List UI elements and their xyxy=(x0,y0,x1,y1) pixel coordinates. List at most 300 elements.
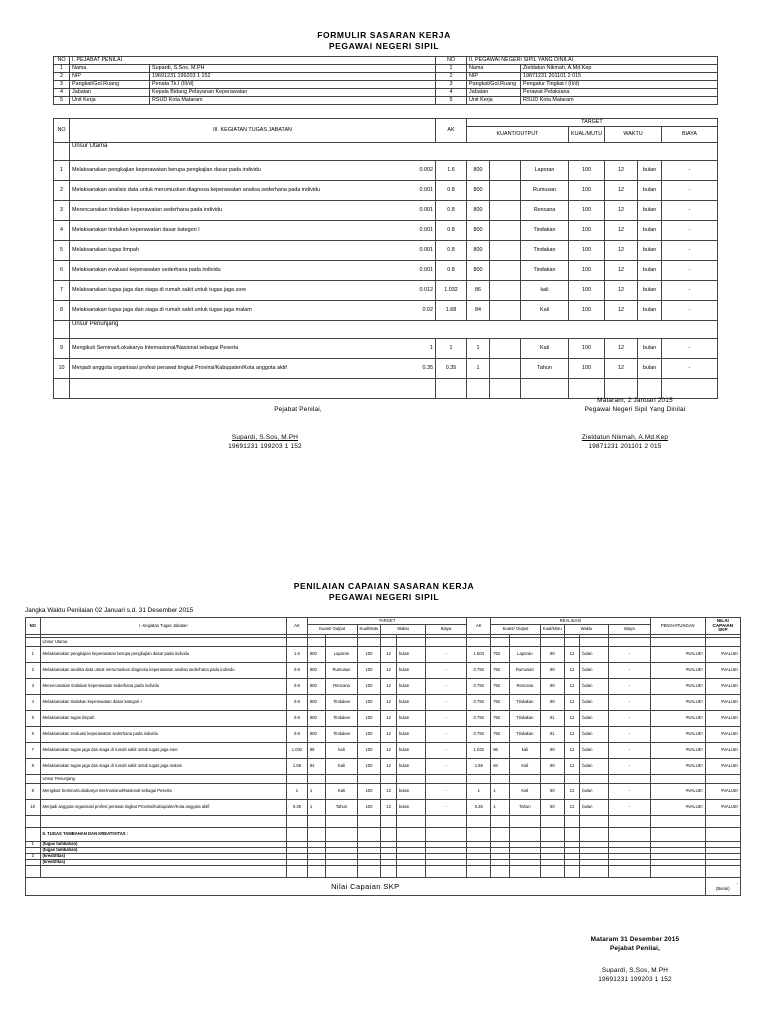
field-label: Jabatan xyxy=(70,89,150,97)
unit: Tindakan xyxy=(521,221,569,241)
table-row xyxy=(54,339,718,359)
empty-cell xyxy=(564,828,580,842)
biaya: - xyxy=(662,241,718,261)
empty-cell xyxy=(490,281,521,301)
penghitungan: #VALUE! xyxy=(650,759,705,775)
realisasi-biaya: - xyxy=(609,800,650,816)
target-waktu-unit: bulan xyxy=(396,711,425,727)
field-label: NIP xyxy=(70,73,150,81)
empty-cell xyxy=(436,379,467,399)
row-number: 6 xyxy=(26,727,41,743)
target-unit: Kali xyxy=(326,759,357,775)
field-value: Supardi, S.Sos, M.PH xyxy=(150,65,436,73)
kegiatan-text: Melaksanakan tindakan keperawatan dasar kategori I xyxy=(40,695,287,711)
empty-cell xyxy=(357,775,381,784)
unit: Kali xyxy=(521,339,569,359)
empty-cell xyxy=(396,866,425,878)
empty-cell xyxy=(357,816,381,828)
kegiatan-text: Melaksanakan tugas jaga dan siaga di rumah sakit untuk tugas jaga malam xyxy=(72,306,252,313)
row-number: 1 xyxy=(26,647,41,663)
table-row xyxy=(54,97,718,105)
angka-kredit: 0.002 xyxy=(419,166,433,173)
ak-value: 1.6 xyxy=(436,161,467,181)
empty-cell xyxy=(509,816,540,828)
quantity: 86 xyxy=(467,281,490,301)
realisasi-waktu-unit: bulan xyxy=(580,727,609,743)
biaya: - xyxy=(662,281,718,301)
target-unit: kali xyxy=(326,743,357,759)
header-kual-mutu: Kual/Mutu xyxy=(357,625,381,635)
table-row xyxy=(54,301,718,321)
empty-cell xyxy=(26,638,41,647)
unit: Kali xyxy=(521,301,569,321)
sign2-title: Pejabat Penilai, xyxy=(609,945,661,952)
biaya: - xyxy=(662,359,718,379)
empty-cell xyxy=(705,866,740,878)
section-unsur-penunjang: Unsur Penunjang xyxy=(40,775,287,784)
target-waktu-unit: bulan xyxy=(396,663,425,679)
empty-cell xyxy=(287,816,308,828)
penghitungan: #VALUE! xyxy=(650,743,705,759)
realisasi-waktu: 12 xyxy=(564,727,580,743)
nilai-capaian-note: (Baruk) xyxy=(715,885,730,891)
empty-cell xyxy=(540,816,564,828)
empty-cell xyxy=(26,828,41,842)
header-kuant-output: KUANT/OUTPUT xyxy=(467,127,569,143)
realisasi-waktu-unit: bulan xyxy=(580,784,609,800)
waktu-unit: bulan xyxy=(638,201,662,221)
sign-right-title: Pegawai Negeri Sipil Yang Dinilai xyxy=(584,406,686,413)
empty-cell xyxy=(609,828,650,842)
target-biaya: - xyxy=(425,711,466,727)
section-unsur-penunjang: Unsur Penunjang xyxy=(70,321,718,339)
kegiatan-cell xyxy=(70,281,436,301)
waktu-unit: bulan xyxy=(638,241,662,261)
row-number: 8 xyxy=(26,759,41,775)
empty-cell xyxy=(490,241,521,261)
empty-cell xyxy=(307,816,326,828)
empty-cell xyxy=(307,775,326,784)
realisasi-biaya: - xyxy=(609,695,650,711)
target-waktu-unit: bulan xyxy=(396,784,425,800)
realisasi-waktu: 12 xyxy=(564,663,580,679)
empty-cell xyxy=(467,828,491,842)
target-waktu: 12 xyxy=(381,663,397,679)
header-biaya: BIAYA xyxy=(662,127,718,143)
row-number: 1 xyxy=(54,161,70,181)
ak-target: 0.8 xyxy=(287,711,308,727)
kegiatan-text: Melaksanakan analisa data untuk merumuskan diagnosa keperawatan analisa sederhana pada individu xyxy=(40,663,287,679)
row-number: 10 xyxy=(54,359,70,379)
kegiatan-cell xyxy=(70,359,436,379)
empty-cell xyxy=(425,638,466,647)
realisasi-waktu-unit: bulan xyxy=(580,663,609,679)
realisasi-quantity: 792 xyxy=(491,695,510,711)
waktu: 12 xyxy=(605,359,638,379)
kegiatan-text: Merencanakan tindakan keperawatan sederhana pada individu xyxy=(40,679,287,695)
realisasi-mutu: 81 xyxy=(540,711,564,727)
target-waktu: 12 xyxy=(381,743,397,759)
realisasi-mutu: 80 xyxy=(540,695,564,711)
biaya: - xyxy=(662,201,718,221)
angka-kredit: 0.001 xyxy=(419,266,433,273)
penghitungan: #VALUE! xyxy=(650,679,705,695)
table-row xyxy=(54,65,718,73)
table-row xyxy=(26,727,741,743)
empty-cell xyxy=(381,866,397,878)
target-mutu: 100 xyxy=(357,743,381,759)
extra-label: (kreatifitas) xyxy=(40,860,287,866)
target-waktu: 12 xyxy=(381,784,397,800)
form1-identity-table xyxy=(53,56,718,105)
realisasi-quantity: 792 xyxy=(491,711,510,727)
ak-realisasi: 1.68 xyxy=(467,759,491,775)
angka-kredit: 0.35 xyxy=(422,364,433,371)
header-penghitungan: PENGHITUNGAN xyxy=(650,618,705,635)
empty-cell xyxy=(491,816,510,828)
empty-cell xyxy=(490,201,521,221)
waktu-unit: bulan xyxy=(638,339,662,359)
realisasi-unit: kali xyxy=(509,743,540,759)
ak-target: 1 xyxy=(287,784,308,800)
realisasi-quantity: 792 xyxy=(491,679,510,695)
target-quantity: 800 xyxy=(307,711,326,727)
target-mutu: 100 xyxy=(357,695,381,711)
empty-cell xyxy=(580,828,609,842)
field-value: Zieldatun Nikmah, A.Md.Kep xyxy=(521,65,718,73)
mutu: 100 xyxy=(569,241,605,261)
realisasi-mutu: 80 xyxy=(540,663,564,679)
angka-kredit: 0.001 xyxy=(419,206,433,213)
empty-cell xyxy=(396,638,425,647)
empty-cell xyxy=(521,379,569,399)
empty-cell xyxy=(396,775,425,784)
target-waktu: 12 xyxy=(381,695,397,711)
sign-left-nip: 19691231 199203 1 152 xyxy=(228,443,302,450)
nilai-capaian: #VALUE! xyxy=(705,663,740,679)
header-no: NO xyxy=(26,618,41,635)
realisasi-mutu: 80 xyxy=(540,647,564,663)
kegiatan-text: Melaksanakan tugas jaga dan siaga di rumah sakit untuk tugas jaga sore xyxy=(72,286,247,293)
ak-realisasi: 1.504 xyxy=(467,647,491,663)
nilai-capaian-value: - xyxy=(736,881,738,887)
empty-cell xyxy=(26,775,41,784)
realisasi-waktu: 12 xyxy=(564,679,580,695)
ak-target: 0.8 xyxy=(287,663,308,679)
ak-realisasi: 0.792 xyxy=(467,727,491,743)
empty-cell xyxy=(490,379,521,399)
realisasi-unit: Tindakan xyxy=(509,695,540,711)
kegiatan-text: Melaksanakan evaluasi keperawatan sederhana pada individu xyxy=(72,266,221,273)
biaya: - xyxy=(662,261,718,281)
form1-subtitle: PEGAWAI NEGERI SIPIL xyxy=(328,41,440,51)
empty-cell xyxy=(705,816,740,828)
field-value: RSUD Kota Mataram xyxy=(521,97,718,105)
header-biaya: Biaya xyxy=(609,625,650,635)
header-kual-mutu: KUAL/MUTU xyxy=(569,127,605,143)
target-waktu: 12 xyxy=(381,711,397,727)
target-biaya: - xyxy=(425,663,466,679)
quantity: 800 xyxy=(467,241,490,261)
empty-cell xyxy=(705,828,740,842)
empty-cell xyxy=(580,775,609,784)
table-row xyxy=(54,181,718,201)
kegiatan-cell xyxy=(70,221,436,241)
kegiatan-cell xyxy=(70,201,436,221)
realisasi-unit: Kali xyxy=(509,784,540,800)
target-biaya: - xyxy=(425,695,466,711)
ak-target: 1.68 xyxy=(287,759,308,775)
form2-capaian-table xyxy=(25,617,741,896)
target-waktu-unit: bulan xyxy=(396,800,425,816)
unit: Tindakan xyxy=(521,241,569,261)
realisasi-mutu: 80 xyxy=(540,800,564,816)
target-unit: Tindakan xyxy=(326,711,357,727)
realisasi-biaya: - xyxy=(609,784,650,800)
kegiatan-text: Mengikuti Seminar/Lokakarya Internasional/Nasional sebagai Peserta xyxy=(40,784,287,800)
field-label: Unit Kerja xyxy=(70,97,150,105)
realisasi-waktu: 12 xyxy=(564,647,580,663)
target-quantity: 800 xyxy=(307,663,326,679)
ak-realisasi: 0.792 xyxy=(467,711,491,727)
empty-cell xyxy=(509,866,540,878)
kegiatan-text: Melaksanakan analisis data untuk merumuskan diagnosa keperawatan analisa sederhana pada individu xyxy=(72,186,321,193)
angka-kredit: 0.001 xyxy=(419,226,433,233)
empty-cell xyxy=(491,775,510,784)
row-number: 5 xyxy=(54,241,70,261)
nilai-capaian: #VALUE! xyxy=(705,647,740,663)
empty-cell xyxy=(491,866,510,878)
target-waktu: 12 xyxy=(381,647,397,663)
nilai-capaian: #VALUE! xyxy=(705,711,740,727)
empty-cell xyxy=(357,866,381,878)
angka-kredit: 0.001 xyxy=(419,246,433,253)
form2-title: PENILAIAN CAPAIAN SASARAN KERJA xyxy=(293,581,475,591)
realisasi-waktu-unit: bulan xyxy=(580,647,609,663)
ak-value: 0.8 xyxy=(436,181,467,201)
row-number: 4 xyxy=(54,89,70,97)
header-waktu: WAKTU xyxy=(605,127,662,143)
target-quantity: 800 xyxy=(307,727,326,743)
nilai-capaian: #VALUE! xyxy=(705,759,740,775)
realisasi-waktu: 12 xyxy=(564,759,580,775)
empty-cell xyxy=(287,638,308,647)
empty-cell xyxy=(609,866,650,878)
table-row xyxy=(26,878,741,896)
realisasi-mutu: 80 xyxy=(540,743,564,759)
ak-value: 0.8 xyxy=(436,261,467,281)
penghitungan: #VALUE! xyxy=(650,784,705,800)
angka-kredit: 0.001 xyxy=(419,186,433,193)
table-row xyxy=(54,143,718,161)
table-row xyxy=(54,321,718,339)
empty-cell xyxy=(564,775,580,784)
kegiatan-text: Melaksanakan pengkajian keperawatan berupa pengkajian dasar pada individu xyxy=(40,647,287,663)
target-unit: Rencana xyxy=(326,679,357,695)
waktu-unit: bulan xyxy=(638,221,662,241)
realisasi-unit: Rumusan xyxy=(509,663,540,679)
kegiatan-text: Merencanakan tindakan keperawatan sederhana pada individu xyxy=(72,206,223,213)
target-waktu-unit: bulan xyxy=(396,727,425,743)
empty-cell xyxy=(396,828,425,842)
target-biaya: - xyxy=(425,743,466,759)
table-row xyxy=(26,759,741,775)
ak-value: 0.35 xyxy=(436,359,467,379)
kegiatan-text: Melaksanakan tugas jaga dan siaga di rumah sakit untuk tugas jaga sore xyxy=(40,743,287,759)
empty-cell xyxy=(54,143,70,161)
table-row xyxy=(26,784,741,800)
empty-cell xyxy=(580,638,609,647)
target-unit: Kali xyxy=(326,784,357,800)
empty-cell xyxy=(650,816,705,828)
kegiatan-cell xyxy=(70,241,436,261)
empty-cell xyxy=(326,638,357,647)
waktu-unit: bulan xyxy=(638,359,662,379)
target-unit: Laporan xyxy=(326,647,357,663)
sign2-nip: 19691231 199203 1 152 xyxy=(598,976,672,983)
ak-value: 0.8 xyxy=(436,221,467,241)
field-value: 19691231 199203 1 152 xyxy=(150,73,436,81)
table-row xyxy=(26,638,741,647)
empty-cell xyxy=(650,775,705,784)
row-number: 7 xyxy=(26,743,41,759)
empty-cell xyxy=(490,339,521,359)
empty-cell xyxy=(650,866,705,878)
table-row xyxy=(26,866,741,878)
table-row xyxy=(26,800,741,816)
nilai-capaian: #VALUE! xyxy=(705,800,740,816)
realisasi-unit: Tahun xyxy=(509,800,540,816)
field-label: NIP xyxy=(467,73,521,81)
field-value: RSUD Kota Mataram xyxy=(150,97,436,105)
empty-cell xyxy=(490,261,521,281)
header-target: TARGET xyxy=(467,119,718,127)
header-target: TARGET xyxy=(307,618,467,625)
biaya: - xyxy=(662,301,718,321)
kegiatan-text: Melaksanakan tugas jaga dan siaga di rumah sakit untuk tugas jaga malam xyxy=(40,759,287,775)
waktu-unit: bulan xyxy=(638,301,662,321)
table-row xyxy=(54,201,718,221)
mutu: 100 xyxy=(569,281,605,301)
target-unit: Tahun xyxy=(326,800,357,816)
sign2-place: Mataram 31 Desember 2015 xyxy=(590,936,680,943)
mutu: 100 xyxy=(569,181,605,201)
penghitungan: #VALUE! xyxy=(650,800,705,816)
waktu: 12 xyxy=(605,301,638,321)
waktu-unit: bulan xyxy=(638,281,662,301)
kegiatan-text: Menjadi anggota organisasi profesi perawat tingkat Provinsi/Kabupaten/Kota anggota aktif xyxy=(40,800,287,816)
realisasi-waktu: 12 xyxy=(564,711,580,727)
row-number: 3 xyxy=(26,679,41,695)
table-row xyxy=(54,241,718,261)
target-biaya: - xyxy=(425,784,466,800)
nilai-capaian: #VALUE! xyxy=(705,727,740,743)
kegiatan-text: Mengikuti Seminar/Lokakarya Internasional/Nasional sebagai Peserta xyxy=(72,344,239,351)
empty-cell xyxy=(425,816,466,828)
realisasi-waktu-unit: bulan xyxy=(580,743,609,759)
ak-value: 0.8 xyxy=(436,201,467,221)
sign-left-name: Supardi, S.Sos, M.PH xyxy=(231,434,299,441)
biaya: - xyxy=(662,161,718,181)
target-waktu-unit: bulan xyxy=(396,679,425,695)
target-mutu: 100 xyxy=(357,800,381,816)
kegiatan-text: Menjadi anggota organisasi profesi perawat tingkat Provinsi/Kabupaten/Kota anggota aktif xyxy=(72,364,287,371)
row-number: 7 xyxy=(54,281,70,301)
realisasi-quantity: 792 xyxy=(491,663,510,679)
penghitungan: #VALUE! xyxy=(650,695,705,711)
ak-value: 1.68 xyxy=(436,301,467,321)
waktu: 12 xyxy=(605,201,638,221)
ak-target: 0.8 xyxy=(287,679,308,695)
empty-cell xyxy=(705,775,740,784)
realisasi-mutu: 80 xyxy=(540,679,564,695)
ak-realisasi: 1 xyxy=(467,784,491,800)
empty-cell xyxy=(467,816,491,828)
extra-label: (tugas tambahan) xyxy=(40,842,287,848)
waktu: 12 xyxy=(605,161,638,181)
row-number: 9 xyxy=(54,339,70,359)
table-row xyxy=(26,828,741,842)
mutu: 100 xyxy=(569,161,605,181)
target-waktu: 12 xyxy=(381,679,397,695)
field-label: Nama xyxy=(70,65,150,73)
table-row xyxy=(26,679,741,695)
waktu-unit: bulan xyxy=(638,261,662,281)
target-waktu-unit: bulan xyxy=(396,647,425,663)
extra-label: (kreatifitas) xyxy=(40,854,287,860)
kegiatan-cell xyxy=(70,181,436,201)
quantity: 800 xyxy=(467,221,490,241)
empty-cell xyxy=(357,638,381,647)
target-unit: Tindakan xyxy=(326,727,357,743)
empty-cell xyxy=(650,828,705,842)
row-number: 3 xyxy=(436,81,467,89)
mutu: 100 xyxy=(569,261,605,281)
field-value: 19871231 201101 2 015 xyxy=(521,73,718,81)
target-biaya: - xyxy=(425,647,466,663)
waktu: 12 xyxy=(605,281,638,301)
empty-cell xyxy=(540,866,564,878)
empty-cell xyxy=(540,775,564,784)
nilai-capaian: #VALUE! xyxy=(705,784,740,800)
empty-cell xyxy=(509,775,540,784)
header-ak: AK xyxy=(467,618,491,635)
quantity: 1 xyxy=(467,339,490,359)
target-unit: Tindakan xyxy=(326,695,357,711)
realisasi-biaya: - xyxy=(609,647,650,663)
quantity: 800 xyxy=(467,161,490,181)
kegiatan-text: Melaksanakan pengkajian keperawatan berupa pengkajian dasar pada individu xyxy=(72,166,261,173)
empty-cell xyxy=(467,638,491,647)
target-mutu: 100 xyxy=(357,759,381,775)
empty-cell xyxy=(467,379,490,399)
empty-cell xyxy=(26,816,41,828)
header-no: NO xyxy=(436,57,467,65)
empty-cell xyxy=(326,866,357,878)
kegiatan-cell xyxy=(70,339,436,359)
empty-cell xyxy=(70,379,436,399)
unit: Tindakan xyxy=(521,261,569,281)
empty-cell xyxy=(381,775,397,784)
row-number: 2 xyxy=(436,73,467,81)
realisasi-waktu-unit: bulan xyxy=(580,695,609,711)
target-quantity: 1 xyxy=(307,800,326,816)
row-number: 1 xyxy=(26,842,41,848)
nilai-capaian-label: Nilai Capaian SKP xyxy=(26,878,706,896)
evaluation-period: Jangka Waktu Penilaian 02 Januari s.d. 31 Desember 2015 xyxy=(25,607,194,614)
empty-cell xyxy=(609,816,650,828)
realisasi-biaya: - xyxy=(609,711,650,727)
